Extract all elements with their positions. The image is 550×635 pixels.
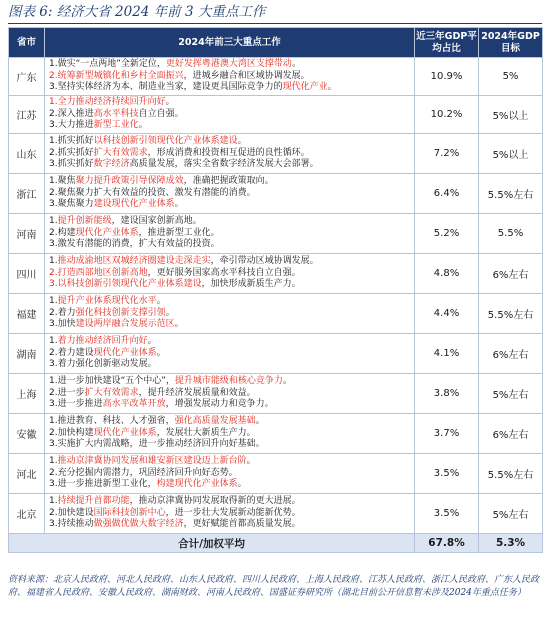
tasks-cell bbox=[45, 374, 415, 414]
task-text: 。 bbox=[246, 456, 256, 467]
task-item bbox=[49, 336, 410, 347]
task-item bbox=[49, 439, 410, 450]
task-text: 3.抓实抓好 bbox=[49, 159, 94, 170]
tasks-cell bbox=[45, 214, 415, 254]
province-cell: 北京 bbox=[9, 494, 45, 534]
header-gdp-target: 2024年GDP目标 bbox=[479, 28, 543, 58]
gdp-share-cell: 6.4% bbox=[415, 174, 479, 214]
table-row bbox=[9, 96, 543, 134]
task-text: 1. bbox=[49, 456, 58, 467]
task-text: 3.着力强化创新驱动发展。 bbox=[49, 359, 157, 370]
task-highlight-text: 现代化产业体系 bbox=[93, 427, 157, 438]
gdp-share-cell: 4.1% bbox=[415, 334, 479, 374]
task-highlight-text: 数字经济 bbox=[93, 159, 130, 170]
task-text: 。 bbox=[174, 199, 184, 210]
tasks-cell bbox=[45, 134, 415, 174]
gdp-share-cell: 3.7% bbox=[415, 414, 479, 454]
tasks-cell bbox=[45, 334, 415, 374]
task-item bbox=[49, 399, 410, 410]
gdp-target-cell: 6%左右 bbox=[479, 334, 543, 374]
task-item bbox=[49, 279, 410, 290]
province-cell: 江苏 bbox=[9, 96, 45, 134]
task-highlight-text: 3.以科技创新引领现代化产业体系建设 bbox=[49, 279, 202, 290]
province-cell: 广东 bbox=[9, 58, 45, 96]
task-highlight-text: 现代化产业体系 bbox=[75, 227, 139, 238]
task-item bbox=[49, 136, 410, 147]
task-item bbox=[49, 268, 410, 279]
gdp-share-cell: 10.9% bbox=[415, 58, 479, 96]
task-item bbox=[49, 508, 410, 519]
task-text: ，推动京津冀协同发展取得新的更大进展。 bbox=[129, 496, 301, 507]
task-highlight-text: 以科技创新引领现代化产业体系建设 bbox=[93, 136, 238, 147]
task-text: 3.大力推进 bbox=[49, 120, 94, 131]
task-text: ，更好服务国家高水平科技自立自强。 bbox=[147, 267, 301, 278]
tasks-cell bbox=[45, 174, 415, 214]
task-text: 。 bbox=[282, 376, 292, 387]
task-highlight-text: 提升产业体系现代化水平 bbox=[57, 296, 157, 307]
province-cell: 四川 bbox=[9, 254, 45, 294]
task-text: ，增强发展动力和竞争力。 bbox=[165, 399, 274, 410]
header-tasks: 2024年前三大重点工作 bbox=[45, 28, 415, 58]
task-item bbox=[49, 296, 410, 307]
task-text: 。 bbox=[156, 296, 166, 307]
task-text: 1. bbox=[49, 336, 58, 347]
table-row bbox=[9, 214, 543, 254]
task-text: 1.抓实抓好 bbox=[49, 136, 94, 147]
task-text: 2.深入推进 bbox=[49, 108, 94, 119]
task-text: 3.进一步推进新型工业化， bbox=[49, 479, 157, 490]
task-item bbox=[49, 97, 410, 108]
key-tasks-table bbox=[8, 27, 543, 553]
task-text: ，建设国家创新高地。 bbox=[111, 216, 202, 227]
task-text: ，更好赋能首都高质量发展。 bbox=[183, 519, 301, 530]
gdp-share-cell: 4.4% bbox=[415, 294, 479, 334]
task-text: 高质量发展，落实全省数字经济发展大会部署。 bbox=[129, 159, 319, 170]
task-item bbox=[49, 319, 410, 330]
table-body bbox=[9, 58, 543, 534]
task-item bbox=[49, 239, 410, 250]
task-highlight-text: 2.统筹新型城镇化和乡村全面振兴 bbox=[49, 70, 184, 81]
task-item bbox=[49, 428, 410, 439]
gdp-target-cell: 5.5%左右 bbox=[479, 294, 543, 334]
province-cell: 安徽 bbox=[9, 414, 45, 454]
task-text: 。 bbox=[291, 59, 301, 70]
task-text: 2.着力建设 bbox=[49, 347, 94, 358]
task-text: 1.推进教育、科技、人才强省， bbox=[49, 416, 175, 427]
task-highlight-text: 建设现代化产业体系 bbox=[93, 199, 175, 210]
gdp-share-cell: 5.2% bbox=[415, 214, 479, 254]
task-text: ，推进新型工业化。 bbox=[138, 227, 220, 238]
gdp-target-cell: 5%以上 bbox=[479, 96, 543, 134]
task-highlight-text: 现代化产业 bbox=[282, 82, 328, 93]
total-gdp-share: 67.8% bbox=[415, 534, 479, 553]
table-row bbox=[9, 414, 543, 454]
table-row bbox=[9, 134, 543, 174]
header-gdp-share: 近三年GDP平均占比 bbox=[415, 28, 479, 58]
task-text: 。 bbox=[237, 136, 247, 147]
task-item bbox=[49, 468, 410, 479]
task-text: 1.做实“一点两地”全新定位， bbox=[49, 59, 166, 70]
tasks-cell bbox=[45, 414, 415, 454]
task-text: 2.加快构建 bbox=[49, 427, 94, 438]
task-text: 。 bbox=[255, 416, 265, 427]
table-row bbox=[9, 254, 543, 294]
gdp-target-cell: 6%左右 bbox=[479, 254, 543, 294]
task-text: 3.实施扩大内需战略，进一步推动经济回升向好基础。 bbox=[49, 439, 265, 450]
task-text: 。 bbox=[156, 347, 166, 358]
task-text: ，发展壮大新质生产力。 bbox=[156, 427, 256, 438]
task-text: ，进一步壮大发展新动能新优势。 bbox=[165, 507, 301, 518]
table-row bbox=[9, 494, 543, 534]
tasks-cell bbox=[45, 254, 415, 294]
table-header-row bbox=[9, 28, 543, 58]
task-text: ，加快形成新质生产力。 bbox=[201, 279, 301, 290]
task-item bbox=[49, 216, 410, 227]
task-text: 2.抓实抓好 bbox=[49, 147, 94, 158]
gdp-target-cell: 5%以上 bbox=[479, 134, 543, 174]
task-item bbox=[49, 159, 410, 170]
task-text: 3.持续推动 bbox=[49, 519, 94, 530]
tasks-cell bbox=[45, 294, 415, 334]
task-text: 3.坚持实体经济为本、制造业当家，建设更具国际竞争力的 bbox=[49, 82, 283, 93]
task-text: 。 bbox=[138, 120, 148, 131]
task-item bbox=[49, 59, 410, 70]
task-item bbox=[49, 82, 410, 93]
task-highlight-text: 新型工业化 bbox=[93, 120, 139, 131]
tasks-cell bbox=[45, 96, 415, 134]
total-label: 合计/加权平均 bbox=[9, 534, 415, 553]
gdp-share-cell: 3.8% bbox=[415, 374, 479, 414]
task-text: ，形成消费和投资相互促进的良性循环。 bbox=[147, 147, 310, 158]
task-highlight-text: 聚力提升政策引导保障成效 bbox=[75, 176, 184, 187]
gdp-share-cell: 3.5% bbox=[415, 494, 479, 534]
gdp-share-cell: 10.2% bbox=[415, 96, 479, 134]
province-cell: 上海 bbox=[9, 374, 45, 414]
task-item bbox=[49, 199, 410, 210]
task-item bbox=[49, 256, 410, 267]
tasks-cell bbox=[45, 494, 415, 534]
task-item bbox=[49, 228, 410, 239]
task-text: 3.激发有潜能的消费，扩大有效益的投资。 bbox=[49, 239, 220, 250]
gdp-share-cell: 7.2% bbox=[415, 134, 479, 174]
task-item bbox=[49, 376, 410, 387]
task-highlight-text: 着力推动经济回升向好 bbox=[57, 336, 148, 347]
header-province: 省市 bbox=[9, 28, 45, 58]
task-highlight-text: 扩大有效需求 bbox=[93, 147, 148, 158]
task-text: 。 bbox=[174, 319, 184, 330]
task-item bbox=[49, 519, 410, 530]
task-highlight-text: 高水平科技 bbox=[93, 108, 139, 119]
gdp-share-cell: 3.5% bbox=[415, 454, 479, 494]
task-highlight-text: 更好发挥粤港澳大湾区支撑带动 bbox=[165, 59, 292, 70]
task-item bbox=[49, 456, 410, 467]
task-text: ，准确把握政策取向。 bbox=[183, 176, 274, 187]
task-text: ，进城乡融合和区域协调发展。 bbox=[183, 70, 310, 81]
task-highlight-text: 高水平改革开放 bbox=[102, 399, 166, 410]
province-cell: 河北 bbox=[9, 454, 45, 494]
task-highlight-text: 扩大有效需求 bbox=[84, 387, 139, 398]
table-row bbox=[9, 454, 543, 494]
task-text: 2.进一步 bbox=[49, 387, 85, 398]
task-highlight-text: 国际科技创新中心 bbox=[93, 507, 166, 518]
task-text: ，牵引带动区域协调发展。 bbox=[210, 256, 319, 267]
gdp-target-cell: 5%左右 bbox=[479, 374, 543, 414]
task-item bbox=[49, 71, 410, 82]
task-text: 1. bbox=[49, 256, 58, 267]
task-text: ，提升经济发展质量和效益。 bbox=[138, 387, 256, 398]
task-text: 1. bbox=[49, 496, 58, 507]
task-item bbox=[49, 188, 410, 199]
gdp-share-cell: 4.8% bbox=[415, 254, 479, 294]
task-highlight-text: 提升城市能级和核心竞争力 bbox=[174, 376, 283, 387]
task-text: 2.加快建设 bbox=[49, 507, 94, 518]
task-text: 3.加快 bbox=[49, 319, 76, 330]
task-text: 2.充分挖掘内需潜力，巩固经济回升向好态势。 bbox=[49, 467, 238, 478]
task-text: 。 bbox=[165, 97, 175, 108]
task-text: 1.进一步加快建设“五个中心”， bbox=[49, 376, 175, 387]
task-text: 自立自强。 bbox=[138, 108, 184, 119]
gdp-target-cell: 5.5%左右 bbox=[479, 174, 543, 214]
task-item bbox=[49, 348, 410, 359]
task-text: 。 bbox=[327, 82, 337, 93]
gdp-target-cell: 5% bbox=[479, 58, 543, 96]
tasks-cell bbox=[45, 454, 415, 494]
task-text: 2.聚焦聚力扩大有效益的投资、激发有潜能的消费。 bbox=[49, 187, 256, 198]
task-highlight-text: 强化科技创新支撑引领 bbox=[75, 307, 166, 318]
task-highlight-text: 现代化产业体系 bbox=[93, 347, 157, 358]
task-item bbox=[49, 308, 410, 319]
task-item bbox=[49, 176, 410, 187]
task-text: 1. bbox=[49, 216, 58, 227]
province-cell: 湖南 bbox=[9, 334, 45, 374]
task-highlight-text: 构建现代化产业体系 bbox=[156, 479, 238, 490]
province-cell: 福建 bbox=[9, 294, 45, 334]
task-item bbox=[49, 416, 410, 427]
task-highlight-text: 提升创新能级 bbox=[57, 216, 112, 227]
task-text: 3.聚焦聚力 bbox=[49, 199, 94, 210]
gdp-target-cell: 5.5%左右 bbox=[479, 454, 543, 494]
task-highlight-text: 做强做优做大数字经济 bbox=[93, 519, 184, 530]
task-text: 2.构建 bbox=[49, 227, 76, 238]
table-row bbox=[9, 294, 543, 334]
task-highlight-text: 建设两岸融合发展示范区 bbox=[75, 319, 175, 330]
task-highlight-text: 推动京津冀协同发展和雄安新区建设迈上新台阶 bbox=[57, 456, 247, 467]
province-cell: 河南 bbox=[9, 214, 45, 254]
task-highlight-text: 推动成渝地区双城经济圈建设走深走实 bbox=[57, 256, 211, 267]
figure-title: 图表 6: 经济大省 2024 年前 3 大重点工作 bbox=[8, 2, 542, 24]
task-item bbox=[49, 359, 410, 370]
task-item bbox=[49, 479, 410, 490]
task-highlight-text: 1.全力推动经济持续回升向好 bbox=[49, 97, 166, 108]
task-text: 3.进一步推进 bbox=[49, 399, 103, 410]
task-text: 。 bbox=[147, 336, 157, 347]
tasks-cell bbox=[45, 58, 415, 96]
table-row bbox=[9, 58, 543, 96]
task-text: 2.着力 bbox=[49, 307, 76, 318]
task-item bbox=[49, 388, 410, 399]
task-text: 1. bbox=[49, 296, 58, 307]
gdp-target-cell: 5%左右 bbox=[479, 494, 543, 534]
task-text: 。 bbox=[165, 307, 175, 318]
task-item bbox=[49, 109, 410, 120]
province-cell: 山东 bbox=[9, 134, 45, 174]
total-row bbox=[9, 534, 543, 553]
task-item bbox=[49, 120, 410, 131]
table-row bbox=[9, 174, 543, 214]
table-row bbox=[9, 334, 543, 374]
total-gdp-target: 5.3% bbox=[479, 534, 543, 553]
province-cell: 浙江 bbox=[9, 174, 45, 214]
task-highlight-text: 2.打造西部地区创新高地 bbox=[49, 267, 148, 278]
gdp-target-cell: 5.5% bbox=[479, 214, 543, 254]
table-row bbox=[9, 374, 543, 414]
source-note: 资料来源：北京人民政府、河北人民政府、山东人民政府、四川人民政府、上海人民政府、江苏人民政府、浙江人民政府、广东人民政府、福建省人民政府、安徽人民政府、湖南财政、河南人民政府、国盛证券研究所（湖北目前公开信息暂未涉及2024年重点任务） bbox=[8, 575, 540, 598]
task-text: 。 bbox=[237, 479, 247, 490]
gdp-target-cell: 6%左右 bbox=[479, 414, 543, 454]
task-text: 1.聚焦 bbox=[49, 176, 76, 187]
task-item bbox=[49, 496, 410, 507]
task-highlight-text: 强化高质量发展基础 bbox=[174, 416, 256, 427]
task-item bbox=[49, 148, 410, 159]
task-highlight-text: 持续提升首都功能 bbox=[57, 496, 130, 507]
